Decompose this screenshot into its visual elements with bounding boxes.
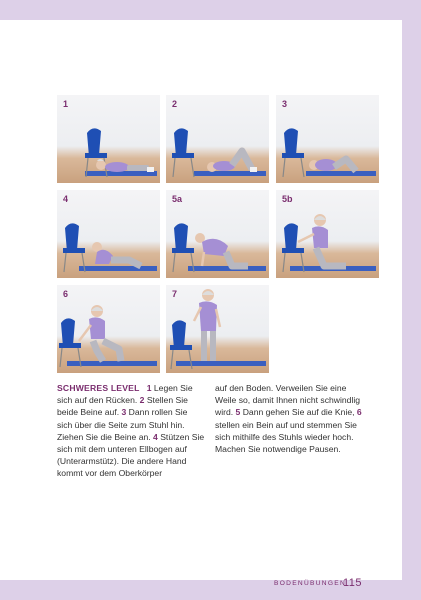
page-number: 115 [343,577,363,589]
photo-label: 4 [63,194,69,204]
photo-label: 5a [172,194,183,204]
photo-label: 6 [63,289,69,299]
photo-step-5b [276,190,379,278]
photo-label: 7 [172,289,178,299]
photo-label: 3 [282,99,288,109]
level-title: SCHWERES LEVEL [57,383,140,393]
photo-step-3 [276,95,379,183]
photo-step-5a [166,190,269,278]
step-text: stellen ein Bein auf und stemmen Sie sich mithilfe des Stuhls wieder hoch. Machen Sie notwendige Pausen. [215,419,357,455]
step-text: Stützen Sie sich mit dem unteren Ellbogen auf (Unterarmstütz). Die andere Hand kommt vor dem Oberkörper [57,431,205,479]
figure-forearm-support [57,190,160,278]
figure-one-leg-up [57,285,160,373]
figure-knees-up [166,95,269,183]
figure-kneeling-upright [276,190,379,278]
step-number: 1 [146,383,152,393]
photo-step-7 [166,285,269,373]
step-text: Dann gehen Sie auf die Knie, [240,407,357,418]
step-number: 2 [139,395,145,406]
photo-step-6 [57,285,160,373]
figure-kneeling-on-hands [166,190,269,278]
photo-step-4 [57,190,160,278]
photo-label: 2 [172,99,178,109]
step-number: 3 [121,407,127,418]
photo-step-2 [166,95,269,183]
step-number: 5 [235,407,241,418]
instruction-text-column-1 [57,382,205,480]
photo-label: 1 [63,99,69,109]
step-text: Legen Sie sich auf den Rücken. [57,383,193,406]
step-text: Stellen Sie beide Beine auf. [57,395,188,418]
figure-standing [166,285,269,373]
step-number: 4 [153,431,158,442]
book-page [0,20,402,589]
figure-rolling-to-side [276,95,379,183]
step-text: Dann rollen Sie sich über die Seite zum Stuhl hin. Ziehen Sie die Beine an. [57,407,188,442]
figure-lying-on-back [57,95,160,183]
photo-step-1 [57,95,160,183]
photo-label: 5b [282,194,293,204]
step-text: auf den Boden. Verweilen Sie eine Weile so, damit Ihnen nicht schwindlig wird. [215,383,361,418]
instruction-text-column-2 [215,382,365,455]
step-number: 6 [356,407,362,418]
section-title: BODENÜBUNGEN [274,580,347,587]
